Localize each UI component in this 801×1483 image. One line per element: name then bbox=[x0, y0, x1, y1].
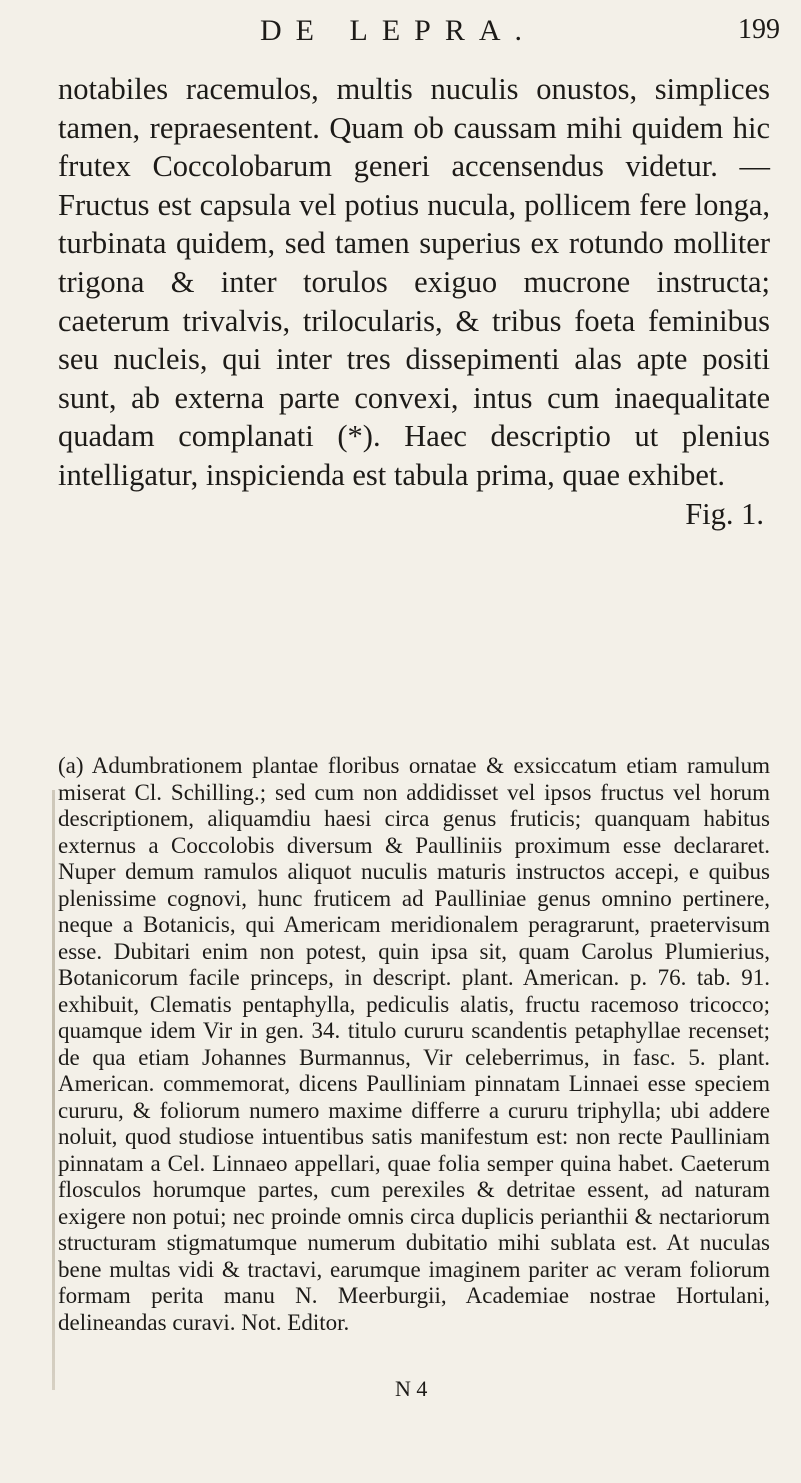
footnote bbox=[58, 753, 770, 1336]
running-header bbox=[260, 14, 780, 60]
figure-reference: Fig. 1. bbox=[685, 496, 764, 531]
main-text bbox=[58, 70, 770, 533]
signature-mark: N 4 bbox=[395, 1376, 428, 1401]
page-gutter-shadow bbox=[52, 790, 55, 1390]
main-paragraph: notabiles racemulos, multis nuculis onustos, simplices tamen, repraesentent. Quam ob caussam mihi quidem hic frutex Coccolobarum generi accensendus videtur. — Fructus est capsula vel potius nucula, pollicem fere longa, turbinata quidem, sed tamen superius ex rotundo molliter trigona & inter torulos exiguo mucrone instructa; caeterum trivalvis, trilocularis, & tribus foeta feminibus seu nucleis, qui inter tres dissepimenti alas apte positi sunt, ab externa parte convexi, intus cum inaequalitate quadam complanati (*). Haec descriptio ut plenius intelligatur, inspicienda est tabula prima, quae exhibet. bbox=[58, 72, 770, 492]
footnote-text: (a) Adumbrationem plantae floribus ornatae & exsiccatum etiam ramulum miserat Cl. Schilling.; sed cum non addidisset vel ipsos fructus vel horum descriptionem, aliquamdiu haesi circa genus fruticis; quanquam habitus externus a Coccolobis diversum & Paulliniis proximum esse declararet. Nuper demum ramulos aliquot nuculis maturis instructos accepi, e quibus plenissime cognovi, hunc fruticem ad Paulliniae genus omnino pertinere, neque a Botanicis, qui Americam meridionalem peragrarunt, praetervisum esse. Dubitari enim non potest, quin ipsa sit, quam Carolus Plumierius, Botanicorum facile princeps, in descript. plant. American. p. 76. tab. 91. exhibuit, Clematis pentaphylla, pediculis alatis, fructu racemoso tricocco; quamque idem Vir in gen. 34. titulo cururu scandentis petaphyllae recenset; de qua etiam Johannes Burmannus, Vir celeberrimus, in fasc. 5. plant. American. commemorat, dicens Paulliniam pinnatam Linnaei esse speciem cururu, & foliorum numero maxime differre a cururu triphylla; ubi addere noluit, quod studiose intuentibus satis manifestum est: non recte Paulliniam pinnatam a Cel. Linnaeo appellari, quae folia semper quina habet. Caeterum flosculos horumque partes, cum perexiles & detritae essent, ad naturam exigere non potui; nec proinde omnis circa duplicis perianthii & nectariorum structuram stigmatumque numerum dubitatio mihi sublata est. At nuculas bene multas vidi & tractavi, earumque imaginem pariter ac veram foliorum formam perita manu N. Meerburgii, Academiae nostrae Hortulani, delineandas curavi. Not. Editor. bbox=[58, 753, 770, 1335]
page-number: 199 bbox=[738, 14, 780, 45]
running-title: DE LEPRA. bbox=[260, 14, 536, 47]
